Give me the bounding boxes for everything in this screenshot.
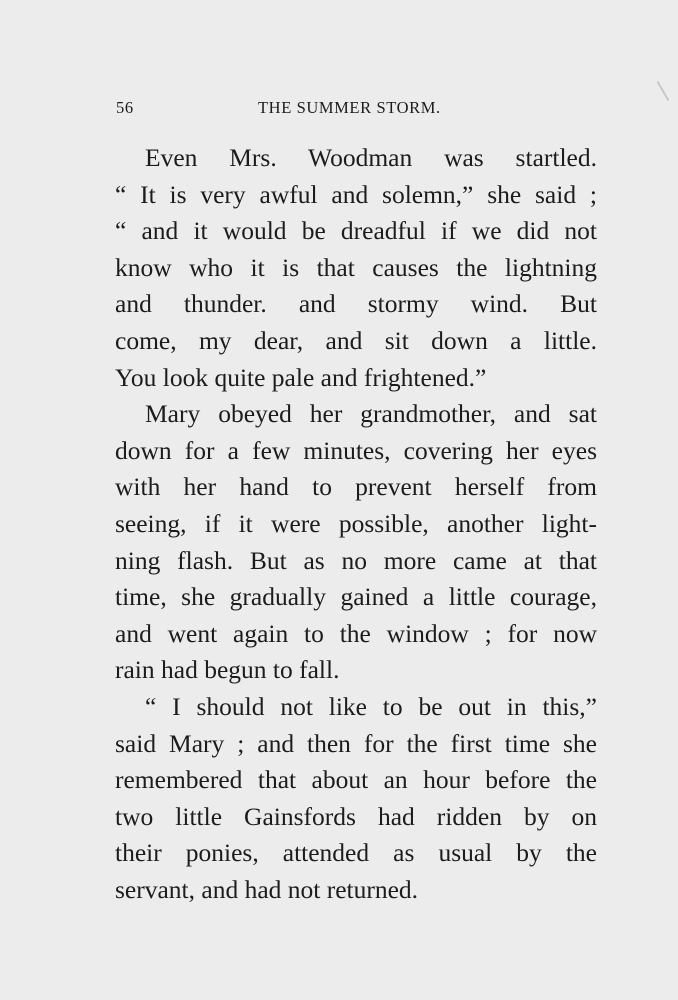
text-line: Mary obeyed her grandmother, and sat xyxy=(145,399,597,429)
text-line: time, she gradually gained a little courage, xyxy=(115,582,597,612)
text-line: and thunder. and stormy wind. But xyxy=(115,289,597,319)
text-line: their ponies, attended as usual by the xyxy=(115,838,597,868)
text-line: with her hand to prevent herself from xyxy=(115,472,597,502)
text-line: remembered that about an hour before the xyxy=(115,765,597,795)
body-text xyxy=(115,140,597,908)
text-line: seeing, if it were possible, another light- xyxy=(115,508,597,538)
text-line: down for a few minutes, covering her eyes xyxy=(115,435,597,465)
text-line: and went again to the window ; for now xyxy=(115,618,597,648)
text-line: servant, and had not returned. xyxy=(115,874,419,904)
text-line: come, my dear, and sit down a little. xyxy=(115,325,597,355)
text-line: ning flash. But as no more came at that xyxy=(115,545,597,575)
text-line: two little Gainsfords had ridden by on xyxy=(115,801,597,831)
page-header xyxy=(116,98,596,128)
text-line: rain had begun to fall. xyxy=(115,655,340,685)
page-number: 56 xyxy=(116,98,134,117)
text-line: said Mary ; and then for the first time she xyxy=(115,728,597,758)
text-line: know who it is that causes the lightning xyxy=(115,252,597,282)
text-line: You look quite pale and frightened.” xyxy=(115,362,487,392)
text-line: “ I should not like to be out in this,” xyxy=(145,691,597,721)
page-speck xyxy=(657,81,670,101)
text-line: “ It is very awful and solemn,” she said ; xyxy=(115,179,597,209)
text-line: Even Mrs. Woodman was startled. xyxy=(145,143,597,172)
running-title: THE SUMMER STORM. xyxy=(258,98,441,117)
text-line: “ and it would be dreadful if we did not xyxy=(115,216,597,246)
